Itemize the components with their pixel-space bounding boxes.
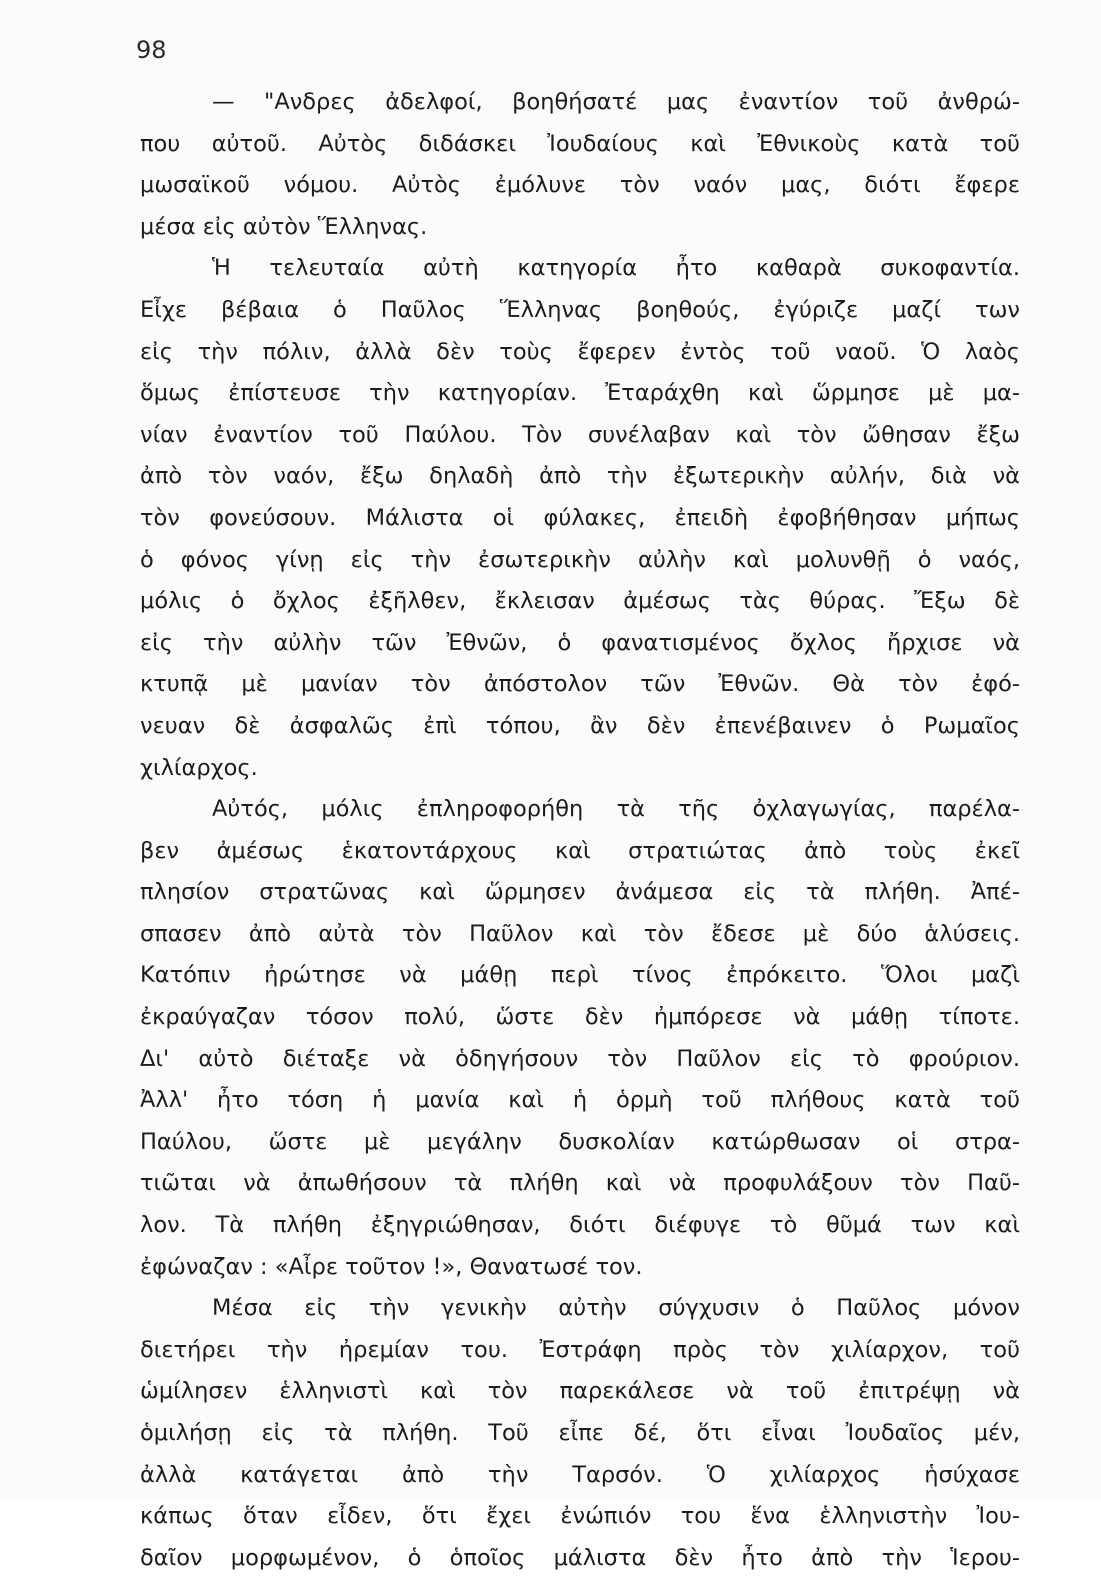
text-line: μέσα εἰς αὐτὸν Ἕλληνας. (140, 213, 428, 240)
text-line: βεν ἀμέσως ἑκατοντάρχους καὶ στρατιώτας ἀπὸ τοὺς ἐκεῖ (140, 837, 1020, 864)
text-line: ὁ φόνος γίνῃ εἰς τὴν ἐσωτερικὴν αὐλὴν καὶ μολυνθῇ ὁ ναός, (140, 546, 1020, 573)
text-line: Κατόπιν ἠρώτησε νὰ μάθῃ περὶ τίνος ἐπρόκειτο. Ὅλοι μαζὶ (140, 962, 1020, 989)
text-line: ἀπὸ τὸν ναόν, ἔξω δηλαδὴ ἀπὸ τὴν ἐξωτερικὴν αὐλήν, διὰ νὰ (140, 463, 1020, 490)
text-line: Δι' αὐτὸ διέταξε νὰ ὁδηγήσουν τὸν Παῦλον εἰς τὸ φρούριον. (140, 1045, 1020, 1072)
text-line: ὡμίλησεν ἑλληνιστὶ καὶ τὸν παρεκάλεσε νὰ τοῦ ἐπιτρέψῃ νὰ (140, 1378, 1020, 1405)
text-line: ἐκραύγαζαν τόσον πολύ, ὥστε δὲν ἠμπόρεσε νὰ μάθῃ τίποτε. (140, 1004, 1020, 1031)
text-line: Μέσα εἰς τὴν γενικὴν αὐτὴν σύγχυσιν ὁ Παῦλος μόνον (212, 1295, 1020, 1322)
text-line: εἰς τὴν πόλιν, ἀλλὰ δὲν τοὺς ἔφερεν ἐντὸς τοῦ ναοῦ. Ὁ λαὸς (140, 338, 1020, 365)
text-line: μωσαϊκοῦ νόμου. Αὐτὸς ἐμόλυνε τὸν ναόν μας, διότι ἔφερε (140, 172, 1020, 199)
text-line: ὅμως ἐπίστευσε τὴν κατηγορίαν. Ἐταράχθη καὶ ὥρμησε μὲ μα- (140, 380, 1020, 407)
text-line: τιῶται νὰ ἀπωθήσουν τὰ πλήθη καὶ νὰ προφυλάξουν τὸν Παῦ- (140, 1170, 1020, 1197)
text-line: Αὐτός, μόλις ἐπληροφορήθη τὰ τῆς ὀχλαγωγίας, παρέλα- (212, 796, 1020, 823)
text-line: Ἀλλ' ἦτο τόση ἡ μανία καὶ ἡ ὁρμὴ τοῦ πλήθους κατὰ τοῦ (140, 1087, 1020, 1114)
text-line: νίαν ἐναντίον τοῦ Παύλου. Τὸν συνέλαβαν καὶ τὸν ὤθησαν ἔξω (140, 421, 1020, 448)
text-line: Παύλου, ὥστε μὲ μεγάλην δυσκολίαν κατώρθωσαν οἱ στρα- (140, 1128, 1020, 1155)
text-line: ἐφώναζαν : «Αἶρε τοῦτον !», Θανατωσέ τον. (140, 1253, 643, 1280)
text-line: Εἶχε βέβαια ὁ Παῦλος Ἕλληνας βοηθούς, ἐγύριζε μαζί των (140, 296, 1020, 323)
text-line: ὁμιλήσῃ εἰς τὰ πλήθη. Τοῦ εἶπε δέ, ὅτι εἶναι Ἰουδαῖος μέν, (140, 1420, 1020, 1446)
text-line: τὸν φονεύσουν. Μάλιστα οἱ φύλακες, ἐπειδὴ ἐφοβήθησαν μήπως (140, 504, 1020, 531)
text-line: χιλίαρχος. (140, 754, 258, 781)
text-line: Ἡ τελευταία αὐτὴ κατηγορία ἦτο καθαρὰ συκοφαντία. (212, 255, 1020, 282)
text-line: διετήρει τὴν ἠρεμίαν του. Ἐστράφη πρὸς τὸν χιλίαρχον, τοῦ (140, 1336, 1020, 1363)
body-text (140, 82, 1020, 1579)
text-line: δαῖον μορφωμένον, ὁ ὁποῖος μάλιστα δὲν ἦτο ἀπὸ τὴν Ἱερου- (140, 1544, 1020, 1571)
text-line: λον. Τὰ πλήθη ἐξηγριώθησαν, διότι διέφυγε τὸ θῦμά των καὶ (140, 1212, 1020, 1239)
text-line: ἀλλὰ κατάγεται ἀπὸ τὴν Ταρσόν. Ὁ χιλίαρχος ἡσύχασε (140, 1461, 1020, 1488)
text-line: νευαν δὲ ἀσφαλῶς ἐπὶ τόπου, ἂν δὲν ἐπενέβαινεν ὁ Ρωμαῖος (140, 712, 1020, 739)
text-line: σπασεν ἀπὸ αὐτὰ τὸν Παῦλον καὶ τὸν ἔδεσε μὲ δύο ἁλύσεις. (140, 920, 1020, 947)
text-line: εἰς τὴν αὐλὴν τῶν Ἐθνῶν, ὁ φανατισμένος ὄχλος ἤρχισε νὰ (140, 629, 1020, 656)
text-line: κάπως ὅταν εἶδεν, ὅτι ἔχει ἐνώπιόν του ἕνα ἑλληνιστὴν Ἰου- (140, 1503, 1020, 1530)
text-line: που αὐτοῦ. Αὐτὸς διδάσκει Ἰουδαίους καὶ Ἐθνικοὺς κατὰ τοῦ (140, 130, 1020, 157)
text-line: κτυπᾷ μὲ μανίαν τὸν ἀπόστολον τῶν Ἐθνῶν. Θὰ τὸν ἐφό- (140, 671, 1020, 698)
text-line: — "Ανδρες ἀδελφοί, βοηθήσατέ μας ἐναντίον τοῦ ἀνθρώ- (212, 89, 1020, 115)
text-line: μόλις ὁ ὄχλος ἐξῆλθεν, ἔκλεισαν ἀμέσως τὰς θύρας. Ἔξω δὲ (140, 588, 1020, 615)
text-line: πλησίον στρατῶνας καὶ ὥρμησεν ἀνάμεσα εἰς τὰ πλήθη. Ἀπέ- (140, 879, 1020, 906)
page-number: 98 (136, 36, 167, 64)
